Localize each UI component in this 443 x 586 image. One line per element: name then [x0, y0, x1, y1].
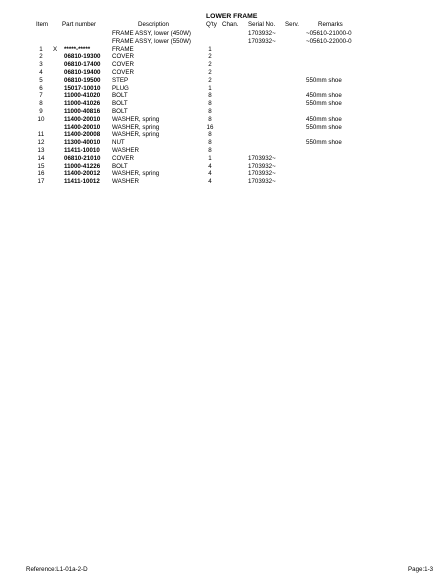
row-description: WASHER	[112, 178, 139, 186]
row-qty: 1	[208, 154, 212, 162]
row-serial-no: 1703932~	[248, 170, 276, 178]
page-title: LOWER FRAME	[206, 13, 258, 20]
row-part-number: 11000-41020	[64, 92, 101, 100]
row-part-number: 11300-40010	[64, 139, 101, 147]
row-item: 4	[39, 69, 43, 76]
row-description: COVER	[112, 69, 135, 76]
row-description: FRAME	[112, 45, 134, 53]
row-remarks: 450mm shoe	[306, 92, 342, 100]
row-qty: 8	[208, 139, 212, 147]
row-part-number: 06810-19500	[64, 76, 101, 84]
row-description: BOLT	[112, 162, 128, 170]
header-part-number: Part number	[62, 21, 97, 28]
row-item: 14	[37, 154, 45, 162]
header-item: Item	[36, 21, 49, 28]
row-qty: 4	[208, 170, 212, 178]
row-remarks: 550mm shoe	[306, 139, 342, 147]
row-description: BOLT	[112, 92, 128, 100]
header-chan: Chan.	[222, 21, 239, 28]
row-item: 13	[37, 147, 45, 154]
header-serial-no: Serial No.	[248, 21, 276, 28]
row-serial-no: 1703932~	[248, 162, 276, 170]
row-description: FRAME ASSY, lower (550W)	[112, 37, 191, 45]
row-item: 8	[39, 100, 43, 108]
row-description: PLUG	[112, 84, 129, 92]
row-item: 15	[37, 162, 45, 170]
row-part-number: 11400-20012	[64, 170, 101, 178]
row-part-number: *****-*****	[64, 45, 91, 53]
row-part-number: 11000-41026	[64, 100, 101, 108]
row-description: WASHER	[112, 147, 139, 154]
row-qty: 2	[208, 61, 212, 69]
row-part-number: 11411-10010	[64, 147, 100, 154]
row-item: 12	[37, 139, 45, 147]
row-description: NUT	[112, 139, 125, 147]
row-description: COVER	[112, 61, 135, 69]
row-remarks: 550mm shoe	[306, 100, 342, 108]
row-description: COVER	[112, 53, 135, 61]
row-description: COVER	[112, 154, 135, 162]
row-part-number: 11000-40816	[64, 108, 101, 115]
row-remarks: 450mm shoe	[306, 115, 342, 123]
row-item: 16	[37, 170, 45, 178]
row-description: BOLT	[112, 100, 128, 108]
row-item: 6	[39, 84, 43, 92]
row-description: FRAME ASSY, lower (450W)	[112, 30, 191, 37]
table-row	[0, 31, 443, 39]
row-part-number: 11400-20010	[64, 123, 101, 131]
header-serv: Serv.	[285, 21, 299, 28]
reference-label: Reference:L1-01a-2-D	[26, 566, 88, 573]
row-qty: 8	[208, 92, 212, 100]
row-qty: 8	[208, 147, 212, 154]
row-qty: 1	[208, 84, 212, 92]
row-serial-no: 1703932~	[248, 30, 276, 37]
row-qty: 16	[206, 123, 214, 131]
row-qty: 4	[208, 178, 212, 186]
row-part-number: 15017-10010	[64, 84, 101, 92]
page-number: Page:1-3	[408, 566, 434, 573]
row-item: 7	[39, 92, 43, 100]
row-part-number: 11000-41226	[64, 162, 101, 170]
row-remarks: ~05610-21000-0	[306, 30, 352, 37]
row-description: WASHER, spring	[112, 170, 160, 178]
row-item: 9	[39, 108, 43, 115]
row-mark: X	[53, 45, 58, 53]
row-part-number: 06810-19300	[64, 53, 101, 61]
row-item: 3	[39, 61, 43, 69]
row-part-number: 06810-19400	[64, 69, 101, 76]
row-remarks: 550mm shoe	[306, 76, 342, 84]
row-part-number: 11411-10012	[64, 178, 100, 186]
row-item: 5	[39, 76, 43, 84]
row-qty: 8	[208, 108, 212, 115]
row-item: 10	[37, 115, 45, 123]
row-description: WASHER, spring	[112, 115, 160, 123]
row-description: STEP	[112, 76, 129, 84]
row-item: 17	[37, 178, 45, 186]
row-qty: 8	[208, 100, 212, 108]
row-qty: 4	[208, 162, 212, 170]
row-serial-no: 1703932~	[248, 178, 276, 186]
row-item: 2	[39, 53, 43, 61]
row-part-number: 06810-21010	[64, 154, 101, 162]
row-part-number: 11400-20008	[64, 131, 101, 139]
header-description: Description	[138, 21, 169, 28]
row-serial-no: 1703932~	[248, 37, 276, 45]
row-qty: 2	[208, 53, 212, 61]
row-description: WASHER, spring	[112, 131, 160, 139]
header-qty: Q'ty	[206, 21, 217, 28]
row-item: 1	[39, 45, 43, 53]
row-remarks: ~05610-22000-0	[306, 37, 352, 45]
row-qty: 2	[208, 76, 212, 84]
row-description: BOLT	[112, 108, 128, 115]
row-remarks: 550mm shoe	[306, 123, 342, 131]
row-part-number: 11400-20010	[64, 115, 101, 123]
header-remarks: Remarks	[318, 21, 343, 28]
row-serial-no: 1703932~	[248, 154, 276, 162]
row-qty: 8	[208, 115, 212, 123]
row-description: WASHER, spring	[112, 123, 160, 131]
row-qty: 8	[208, 131, 212, 139]
table-row	[0, 179, 443, 187]
row-part-number: 06810-17400	[64, 61, 101, 69]
row-item: 11	[37, 131, 45, 139]
row-qty: 2	[208, 69, 212, 76]
row-qty: 1	[208, 45, 212, 53]
